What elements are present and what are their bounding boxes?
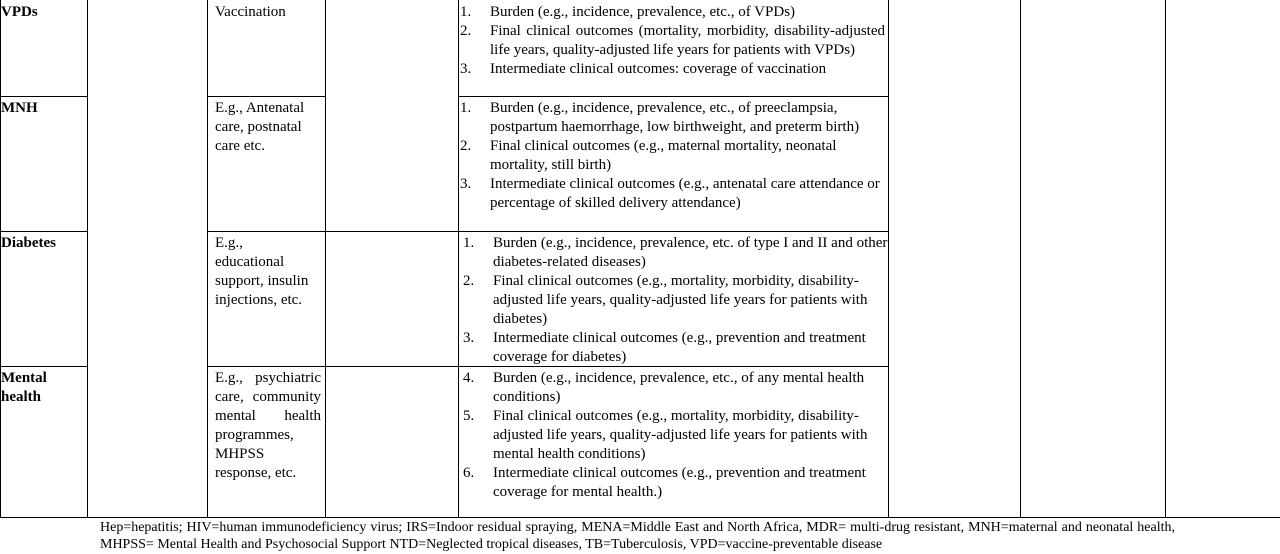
outcome-number: 3. [460, 61, 472, 77]
outcome-number: 2. [463, 273, 475, 289]
outcome-text: Burden (e.g., incidence, prevalence, etc., of any mental health conditions) [493, 370, 865, 405]
outcome-list [463, 369, 888, 502]
row-separator-2-condition [0, 231, 87, 232]
intervention-text: Vaccination [215, 4, 286, 20]
outcome-item [463, 464, 888, 502]
outcomes-cell-mnh [460, 99, 885, 213]
outcome-item [460, 60, 885, 79]
condition-cell-diabetes [1, 234, 85, 253]
column-divider-7 [1165, 0, 1166, 518]
outcome-text: Final clinical outcomes (e.g., mortality, morbidity, disability-adjusted life years, quality-adjusted life years for patients with mental health conditions) [493, 408, 868, 462]
table-border-left [0, 0, 1, 518]
intervention-text: E.g., Antenatal care, postnatal care etc. [215, 100, 305, 154]
outcome-item [460, 175, 885, 213]
row-separator-1-intervention [207, 96, 325, 97]
outcome-item [463, 234, 888, 272]
outcome-item [463, 407, 888, 464]
outcome-list [460, 99, 885, 213]
outcome-text: Intermediate clinical outcomes (e.g., prevention and treatment coverage for diabetes) [493, 330, 866, 365]
outcome-item [463, 329, 888, 367]
outcome-number: 1. [463, 235, 475, 251]
row-separator-3-intervention [207, 366, 458, 367]
row-separator-1-outcome [458, 96, 888, 97]
condition-cell-vpds [1, 3, 85, 22]
intervention-cell-vpds [215, 3, 320, 22]
outcome-text: Final clinical outcomes (e.g., maternal mortality, neonatal mortality, still birth) [490, 138, 837, 173]
outcome-text: Intermediate clinical outcomes (e.g., prevention and treatment coverage for mental health.) [493, 465, 866, 500]
outcome-text: Intermediate clinical outcomes: coverage of vaccination [490, 61, 827, 77]
row-separator-1-condition [0, 96, 87, 97]
outcome-number: 1. [460, 100, 472, 116]
outcomes-cell-mental-health [463, 369, 888, 502]
row-separator-2-intervention [207, 231, 458, 232]
outcome-number: 6. [463, 465, 475, 481]
outcome-number: 4. [463, 370, 475, 386]
outcome-number: 2. [460, 138, 472, 154]
column-divider-1 [87, 0, 88, 518]
intervention-cell-mnh [215, 99, 320, 156]
row-separator-2-outcome [458, 231, 888, 232]
outcome-list [460, 3, 885, 79]
condition-cell-mnh [1, 99, 85, 118]
column-divider-5 [888, 0, 889, 518]
intervention-text: E.g., educational support, insulin injections, etc. [215, 235, 309, 308]
column-divider-4 [458, 0, 459, 518]
outcome-number: 3. [463, 330, 475, 346]
condition-label: VPDs [1, 4, 38, 20]
row-separator-3-condition [0, 366, 87, 367]
outcome-item [460, 22, 885, 60]
column-divider-2 [207, 0, 208, 518]
outcome-text: Burden (e.g., incidence, prevalence, etc. of type I and II and other diabetes-related diseases) [493, 235, 888, 270]
intervention-text: E.g., psychiatric care, community mental health programmes, MHPSS response, etc. [215, 370, 321, 481]
outcome-number: 3. [460, 176, 472, 192]
condition-label: Diabetes [1, 235, 56, 251]
outcome-text: Burden (e.g., incidence, prevalence, etc., of preeclampsia, postpartum haemorrhage, low birthweight, and preterm birth) [490, 100, 860, 135]
condition-label: MNH [1, 100, 38, 116]
outcome-number: 1. [460, 4, 472, 20]
outcome-text: Burden (e.g., incidence, prevalence, etc., of VPDs) [490, 4, 796, 20]
outcome-item [460, 137, 885, 175]
outcome-number: 2. [460, 23, 472, 39]
outcome-item [460, 99, 885, 137]
outcome-list [463, 234, 888, 367]
outcomes-cell-diabetes [463, 234, 888, 367]
outcome-text: Final clinical outcomes (e.g., mortality, morbidity, disability-adjusted life years, quality-adjusted life years for patients with diabetes) [493, 273, 868, 327]
condition-label: Mental health [1, 370, 47, 405]
outcome-number: 5. [463, 408, 475, 424]
table-footnote: Hep=hepatitis; HIV=human immunodeficiency virus; IRS=Indoor residual spraying, MENA=Middle East and North Africa, MDR= multi-drug resistant, MNH=maternal and neonatal health, MHPSS= Mental Health and Psychosocial Support NTD=Neglected tropical diseases, TB=Tuberculosis, VPD=vaccine-preventable disease [100, 520, 1175, 552]
outcome-text: Final clinical outcomes (mortality, morbidity, disability-adjusted life years, quality-adjusted life years for patients with VPDs) [490, 23, 885, 58]
outcome-text: Intermediate clinical outcomes (e.g., antenatal care attendance or percentage of skilled delivery attendance) [490, 176, 880, 211]
table-border-bottom [0, 517, 1280, 518]
outcome-item [460, 3, 885, 22]
column-divider-3 [325, 0, 326, 518]
outcome-item [463, 272, 888, 329]
outcome-item [463, 369, 888, 407]
column-divider-6 [1020, 0, 1021, 518]
intervention-cell-mental-health [215, 369, 321, 483]
intervention-cell-diabetes [215, 234, 313, 310]
condition-cell-mental-health [1, 369, 71, 407]
outcomes-cell-vpds [460, 3, 885, 79]
